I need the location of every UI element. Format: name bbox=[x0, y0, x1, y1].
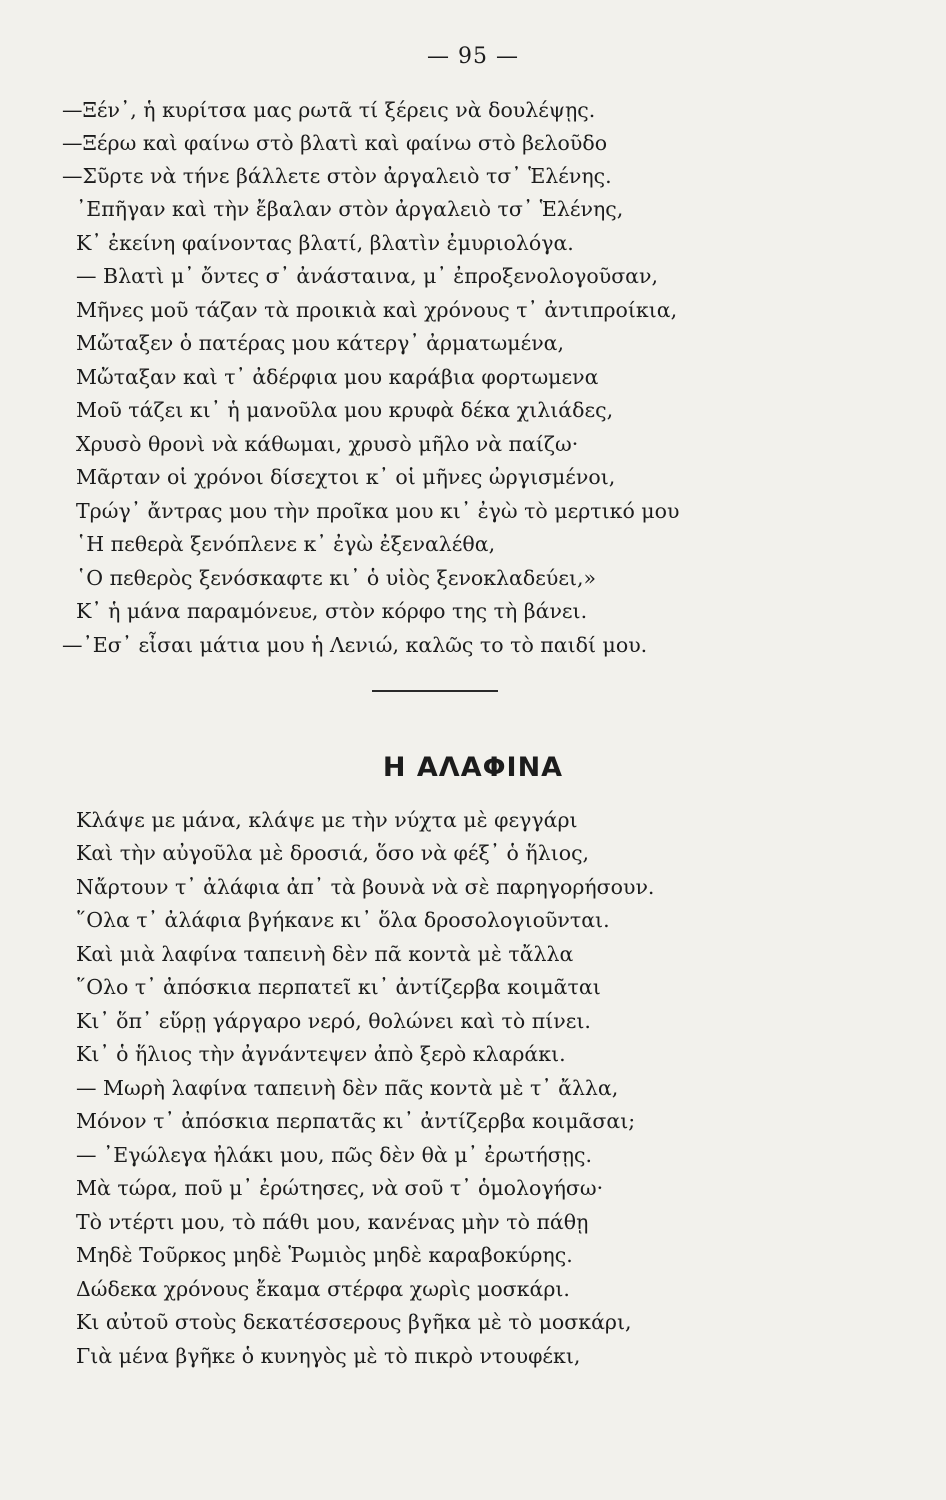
poem-line: Κι αὐτοῦ στοὺς δεκατέσσερους βγῆκα μὲ τὸ μοσκάρι, bbox=[76, 1310, 632, 1334]
poem-line: Τὸ ντέρτι μου, τὸ πάθι μου, κανένας μὴν τὸ πάθῃ bbox=[76, 1210, 589, 1234]
poem-line: — ᾿Εγώλεγα ἠλάκι μου, πῶς δὲν θὰ μ᾿ ἐρωτήσῃς. bbox=[76, 1143, 593, 1167]
poem-line: Κ᾿ ἡ μάνα παραμόνευε, στὸν κόρφο της τὴ βάνει. bbox=[76, 599, 588, 623]
poem-line: — Βλατὶ μ᾿ ὄντες σ᾿ ἀνάσταινα, μ᾿ ἐπροξενολογοῦσαν, bbox=[76, 264, 659, 288]
poem-line: —᾿Εσ᾿ εἶσαι μάτια μου ἡ Λενιώ, καλῶς το τὸ παιδί μου. bbox=[62, 633, 648, 657]
poem-line: Μοῦ τάζει κι᾿ ἡ μανοῦλα μου κρυφὰ δέκα χιλιάδες, bbox=[76, 398, 614, 422]
poem-title: Η ΑΛΑΦΙΝΑ bbox=[382, 752, 564, 783]
poem-line: Μὤταξεν ὁ πατέρας μου κάτεργ᾿ ἀρματωμένα, bbox=[76, 331, 565, 355]
poem-line: ῾Η πεθερὰ ξενόπλενε κ᾿ ἐγὼ ἐξεναλέθα, bbox=[76, 532, 496, 556]
poem-line: Μηδὲ Τοῦρκος μηδὲ Ῥωμιὸς μηδὲ καραβοκύρης. bbox=[76, 1243, 573, 1267]
poem-line: Μὤταξαν καὶ τ᾿ ἀδέρφια μου καράβια φορτωμενα bbox=[76, 365, 599, 389]
poem-line: Μῆνες μοῦ τάζαν τὰ προικιὰ καὶ χρόνους τ᾿ ἀντιπροίκια, bbox=[76, 298, 678, 322]
poem-line: ῾Ο πεθερὸς ξενόσκαφτε κι᾿ ὁ υἱὸς ξενοκλαδεύει,» bbox=[76, 566, 597, 590]
poem-line: Καὶ τὴν αὐγοῦλα μὲ δροσιά, ὅσο νὰ φέξ᾿ ὁ ἥλιος, bbox=[76, 841, 590, 865]
poem-line: Κ᾿ ἐκείνη φαίνοντας βλατί, βλατὶν ἐμυριολόγα. bbox=[76, 231, 574, 255]
poem-line: Καὶ μιὰ λαφίνα ταπεινὴ δὲν πᾶ κοντὰ μὲ τἄλλα bbox=[76, 942, 574, 966]
poem-line: Μὰ τώρα, ποῦ μ᾿ ἐρώτησες, νὰ σοῦ τ᾿ ὁμολογήσω· bbox=[76, 1176, 604, 1200]
poem-line: Τρώγ᾿ ἄντρας μου τὴν προῖκα μου κι᾿ ἐγὼ τὸ μερτικό μου bbox=[76, 499, 680, 523]
poem-line: Νἄρτουν τ᾿ ἀλάφια ἀπ᾿ τὰ βουνὰ νὰ σὲ παρηγορήσουν. bbox=[76, 875, 655, 899]
poem-line: ῞Ολα τ᾿ ἀλάφια βγήκανε κι᾿ ὅλα δροσολογιοῦνται. bbox=[76, 908, 610, 932]
poem-line: —Ξέν᾿, ἡ κυρίτσα μας ρωτᾶ τί ξέρεις νὰ δουλέψῃς. bbox=[62, 98, 596, 122]
poem-line: Δώδεκα χρόνους ἔκαμα στέρφα χωρὶς μοσκάρι. bbox=[76, 1277, 570, 1301]
poem-line: — Μωρὴ λαφίνα ταπεινὴ δὲν πᾶς κοντὰ μὲ τ᾿ ἄλλα, bbox=[76, 1076, 619, 1100]
poem-line: Μᾶρταν οἱ χρόνοι δίσεχτοι κ᾿ οἱ μῆνες ὠργισμένοι, bbox=[76, 465, 616, 489]
page-number: — 95 — bbox=[427, 44, 519, 69]
poem-line: —Ξέρω καὶ φαίνω στὸ βλατὶ καὶ φαίνω στὸ βελοῦδο bbox=[62, 131, 608, 155]
poem-line: —Σῦρτε νὰ τήνε βάλλετε στὸν ἀργαλειὸ τσ᾿ Ἑλένης. bbox=[62, 164, 612, 188]
poem-line: ᾿Επῆγαν καὶ τὴν ἔβαλαν στὸν ἀργαλειὸ τσ᾿ Ἑλένης, bbox=[76, 197, 624, 221]
poem-line: Μόνον τ᾿ ἀπόσκια περπατᾶς κι᾿ ἀντίζερβα κοιμᾶσαι; bbox=[76, 1109, 636, 1133]
poem-line: Κι᾿ ὁ ἥλιος τὴν ἀγνάντεψεν ἀπὸ ξερὸ κλαράκι. bbox=[76, 1042, 566, 1066]
poem-line: Γιὰ μένα βγῆκε ὁ κυνηγὸς μὲ τὸ πικρὸ ντουφέκι, bbox=[76, 1344, 581, 1368]
poem-line: Κλάψε με μάνα, κλάψε με τὴν νύχτα μὲ φεγγάρι bbox=[76, 808, 578, 832]
poem-line: Κι᾿ ὅπ᾿ εὕρῃ γάργαρο νερό, θολώνει καὶ τὸ πίνει. bbox=[76, 1009, 591, 1033]
poem-line: ῞Ολο τ᾿ ἀπόσκια περπατεῖ κι᾿ ἀντίζερβα κοιμᾶται bbox=[76, 975, 601, 999]
section-divider bbox=[372, 690, 498, 692]
poem-line: Χρυσὸ θρονὶ νὰ κάθωμαι, χρυσὸ μῆλο νὰ παίζω· bbox=[76, 432, 579, 456]
